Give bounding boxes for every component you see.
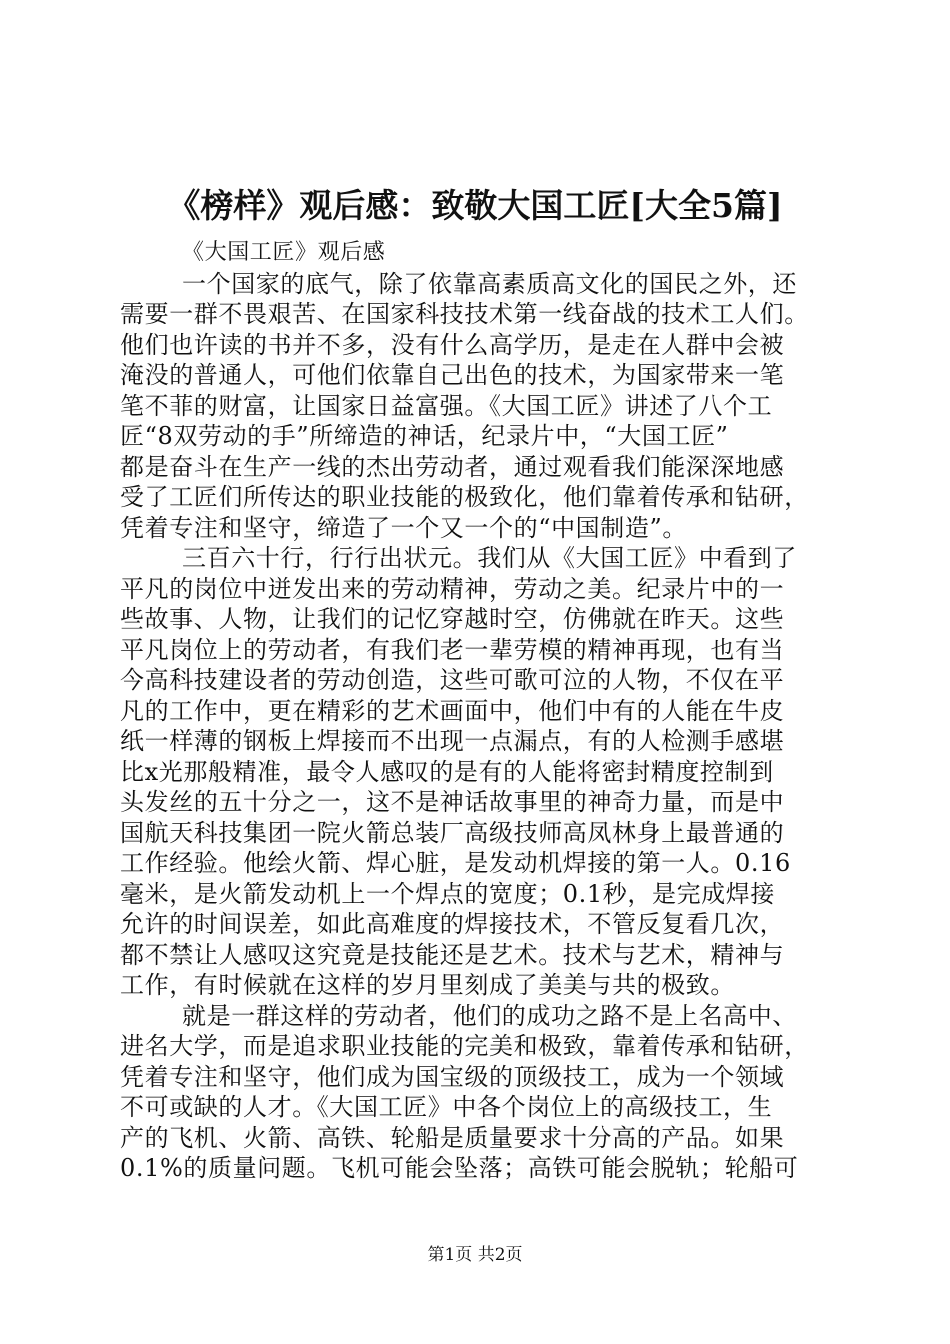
body-line: 凡的工作中，更在精彩的艺术画面中，他们中有的人能在牛皮 — [120, 696, 785, 725]
body-line: 受了工匠们所传达的职业技能的极致化，他们靠着传承和钻研， — [120, 483, 809, 511]
body-line: 都不禁让人感叹这究竟是技能还是艺术。技术与艺术，精神与 — [120, 940, 785, 969]
document-title: 《榜样》观后感：致敬大国工匠[大全5篇] — [167, 186, 783, 225]
body-line: 匠“8双劳动的手”所缔造的神话，纪录片中，“大国工匠” — [120, 422, 729, 450]
body-line: 头发丝的五十分之一，这不是神话故事里的神奇力量，而是中 — [120, 788, 785, 816]
body-line: 国航天科技集团一院火箭总装厂高级技师高凤林身上最普通的 — [120, 818, 785, 847]
body-line: 产的飞机、火箭、高铁、轮船是质量要求十分高的产品。如果 — [120, 1123, 785, 1152]
body-line: 笔不菲的财富，让国家日益富强。《大国工匠》讲述了八个工 — [120, 391, 773, 420]
body-line: 就是一群这样的劳动者，他们的成功之路不是上名高中、 — [182, 1001, 797, 1030]
body-line: 三百六十行，行行出状元。我们从《大国工匠》中看到了 — [182, 544, 797, 572]
body-line: 都是奋斗在生产一线的杰出劳动者，通过观看我们能深深地感 — [120, 452, 785, 481]
page-indicator: 第1页 共2页 — [427, 1245, 523, 1265]
body-line: 不可或缺的人才。《大国工匠》中各个岗位上的高级技工，生 — [120, 1093, 773, 1121]
body-line: 纸一样薄的钢板上焊接而不出现一点漏点，有的人检测手感堪 — [120, 727, 785, 755]
body-line: 需要一群不畏艰苦、在国家科技技术第一线奋战的技术工人们。 — [120, 300, 809, 328]
body-line: 些故事、人物，让我们的记忆穿越时空，仿佛就在昨天。这些 — [120, 605, 785, 633]
document-body — [120, 238, 840, 1184]
body-line: 淹没的普通人，可他们依靠自己出色的技术，为国家带来一笔 — [120, 361, 785, 389]
body-line: 0.1%的质量问题。飞机可能会坠落；高铁可能会脱轨；轮船可 — [120, 1154, 799, 1182]
body-line: 他们也许读的书并不多，没有什么高学历，是走在人群中会被 — [120, 330, 785, 359]
body-line: 工作经验。他绘火箭、焊心脏，是发动机焊接的第一人。0.16 — [120, 849, 791, 877]
body-line: 比x光那般精准，最令人感叹的是有的人能将密封精度控制到 — [120, 757, 774, 786]
section-subheading: 《大国工匠》观后感 — [182, 240, 386, 265]
body-line: 凭着专注和坚守，缔造了一个又一个的“中国制造”。 — [120, 513, 687, 542]
body-line: 毫米，是火箭发动机上一个焊点的宽度；0.1秒，是完成焊接 — [120, 879, 775, 908]
body-line: 平凡的岗位中迸发出来的劳动精神，劳动之美。纪录片中的一 — [120, 574, 785, 603]
body-line: 一个国家的底气，除了依靠高素质高文化的国民之外，还 — [182, 269, 797, 298]
body-line: 工作，有时候就在这样的岁月里刻成了美美与共的极致。 — [120, 971, 735, 999]
body-line: 进名大学，而是追求职业技能的完美和极致，靠着传承和钻研， — [120, 1032, 809, 1060]
body-line: 允许的时间误差，如此高难度的焊接技术，不管反复看几次， — [120, 910, 785, 938]
body-line: 凭着专注和坚守，他们成为国宝级的顶级技工，成为一个领域 — [120, 1062, 785, 1091]
body-line: 平凡岗位上的劳动者，有我们老一辈劳模的精神再现，也有当 — [120, 635, 785, 664]
body-line: 今高科技建设者的劳动创造，这些可歌可泣的人物，不仅在平 — [120, 666, 785, 694]
